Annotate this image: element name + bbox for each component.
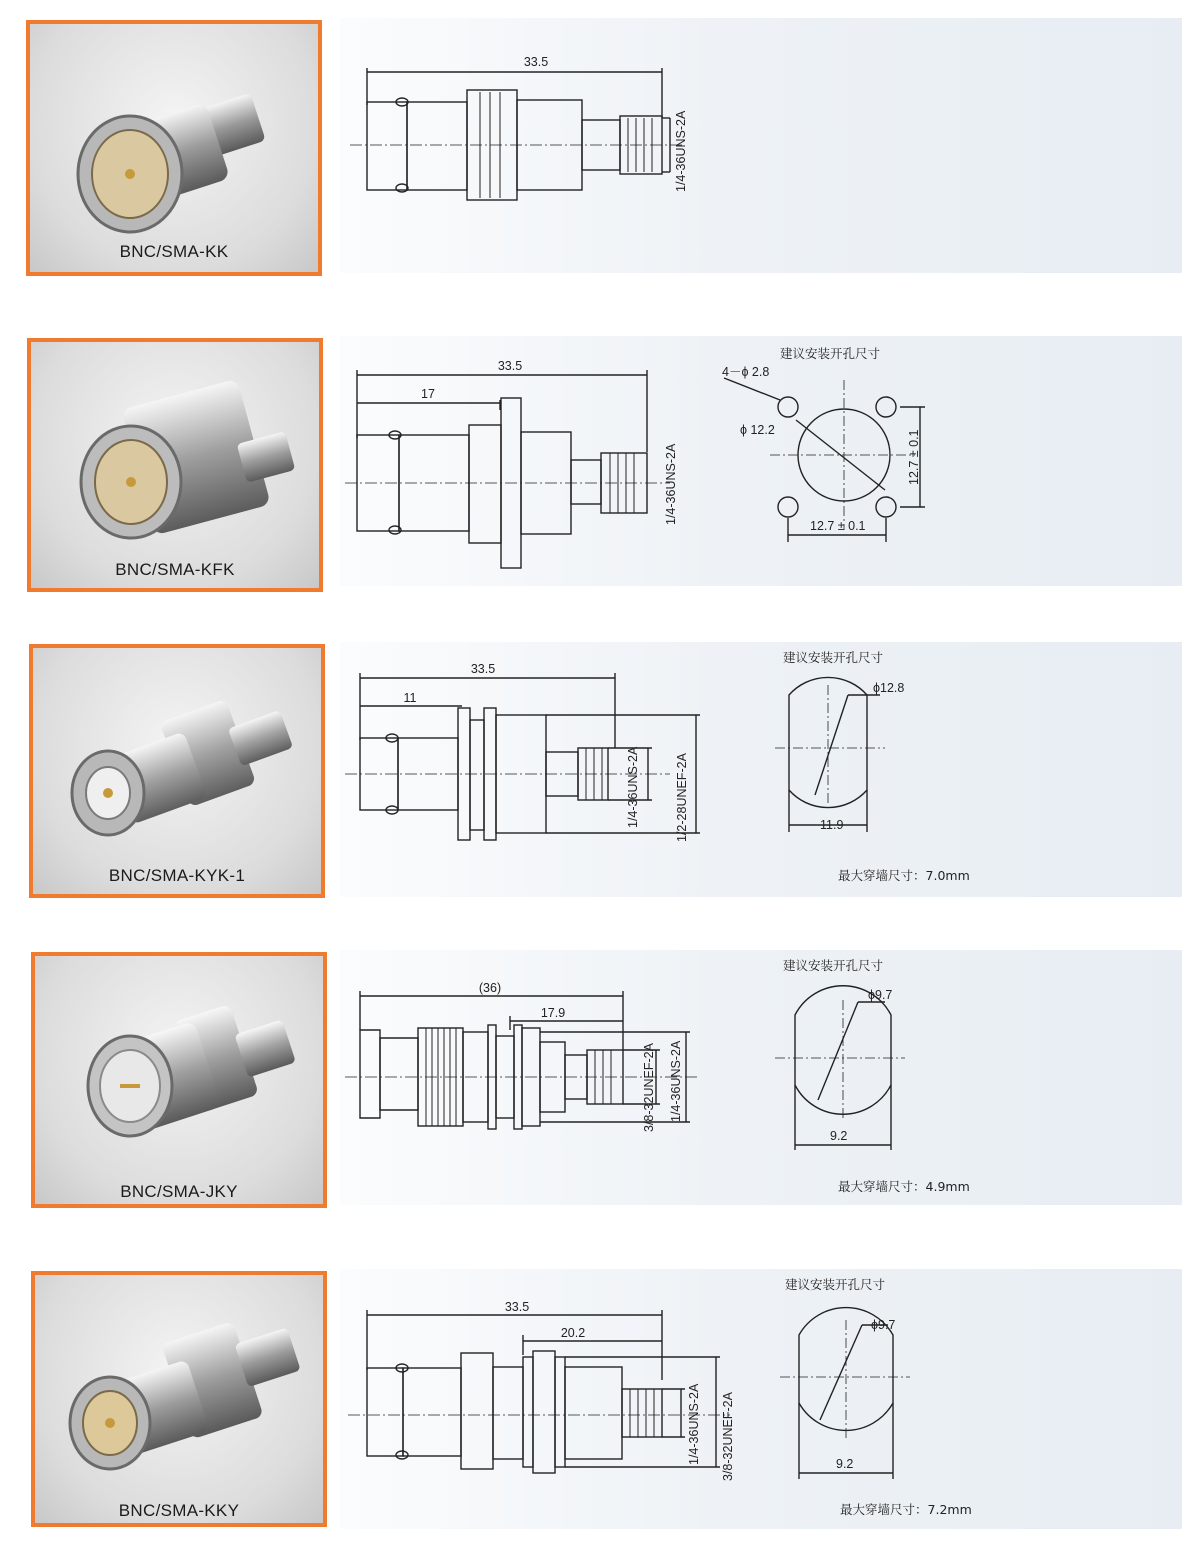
thread-dimension: 1/4-36UNS-2A (687, 1383, 701, 1465)
wall-label: 最大穿墙尺寸： (838, 868, 926, 883)
hole-title: 建议安装开孔尺寸 (780, 346, 881, 361)
max-wall-thickness (838, 1177, 970, 1195)
thread-dimension: 1/4-36UNS-2A (669, 1040, 683, 1122)
hole-title: 建议安装开孔尺寸 (785, 1277, 886, 1292)
product-photo-frame (31, 1271, 327, 1527)
technical-drawing (340, 320, 1200, 610)
hole-title: 建议安装开孔尺寸 (783, 958, 884, 973)
hole-flat-dimension: 9.2 (830, 1129, 848, 1143)
hole-diameter: ϕ 12.2 (740, 423, 775, 437)
wall-label: 最大穿墙尺寸： (838, 1179, 926, 1194)
technical-drawing (340, 1255, 1200, 1545)
connector-photo (30, 24, 318, 272)
connector-photo (35, 1275, 323, 1523)
model-label: BNC/SMA-KKY (118, 1501, 240, 1520)
hole-diameter: ϕ12.8 (873, 681, 905, 695)
product-photo-frame (31, 952, 327, 1208)
offset-dimension: 20.2 (560, 1326, 586, 1340)
panel-thread-dimension: 1/2-28UNEF-2A (675, 753, 689, 842)
technical-drawing (340, 940, 1200, 1230)
product-row-kyk-1 (0, 630, 1200, 920)
product-row-kfk (0, 320, 1200, 610)
hole-spec: 4－ϕ 2.8 (722, 365, 770, 379)
connector-photo (31, 342, 319, 588)
product-row-jky (0, 940, 1200, 1230)
hole-pitch-horizontal: 12.7 ± 0.1 (810, 519, 866, 533)
model-label: BNC/SMA-KFK (115, 560, 235, 579)
length-dimension: 33.5 (504, 1300, 530, 1314)
offset-dimension: 17 (421, 387, 435, 401)
wall-value: 7.0mm (925, 868, 970, 883)
wall-value: 4.9mm (925, 1179, 970, 1194)
panel-thread-dimension: 3/8-32UNEF-2A (721, 1392, 735, 1481)
product-row-kk (0, 0, 1200, 300)
max-wall-thickness (840, 1500, 972, 1518)
model-label: BNC/SMA-JKY (120, 1182, 238, 1201)
product-photo-frame (27, 338, 323, 592)
offset-dimension: 11 (403, 691, 417, 705)
thread-dimension: 1/4-36UNS-2A (664, 443, 678, 525)
technical-drawing (340, 0, 1200, 300)
hole-diameter: ϕ9.7 (871, 1318, 896, 1332)
connector-photo (35, 956, 323, 1204)
wall-label: 最大穿墙尺寸： (840, 1502, 928, 1517)
panel-thread-dimension: 3/8-32UNEF-2A (642, 1043, 656, 1132)
hole-diameter: ϕ9.7 (868, 988, 893, 1002)
offset-dimension: 17.9 (540, 1006, 566, 1020)
model-label: BNC/SMA-KK (119, 242, 229, 261)
hole-pitch-vertical: 12.7 ± 0.1 (907, 429, 921, 485)
thread-dimension: 1/4-36UNS-2A (626, 746, 640, 828)
hole-title: 建议安装开孔尺寸 (783, 650, 884, 665)
hole-flat-dimension: 11.9 (820, 818, 844, 832)
model-label: BNC/SMA-KYK-1 (108, 866, 246, 885)
length-dimension: 33.5 (523, 55, 549, 69)
connector-photo (33, 648, 321, 894)
product-photo-frame (29, 644, 325, 898)
thread-dimension: 1/4-36UNS-2A (674, 110, 688, 192)
length-dimension: 33.5 (470, 662, 496, 676)
max-wall-thickness (838, 866, 970, 884)
length-dimension: 33.5 (497, 359, 523, 373)
technical-drawing (340, 630, 1200, 920)
hole-flat-dimension: 9.2 (836, 1457, 854, 1471)
wall-value: 7.2mm (927, 1502, 972, 1517)
product-row-kky (0, 1255, 1200, 1545)
length-dimension: (36) (478, 981, 502, 995)
product-photo-frame (26, 20, 322, 276)
